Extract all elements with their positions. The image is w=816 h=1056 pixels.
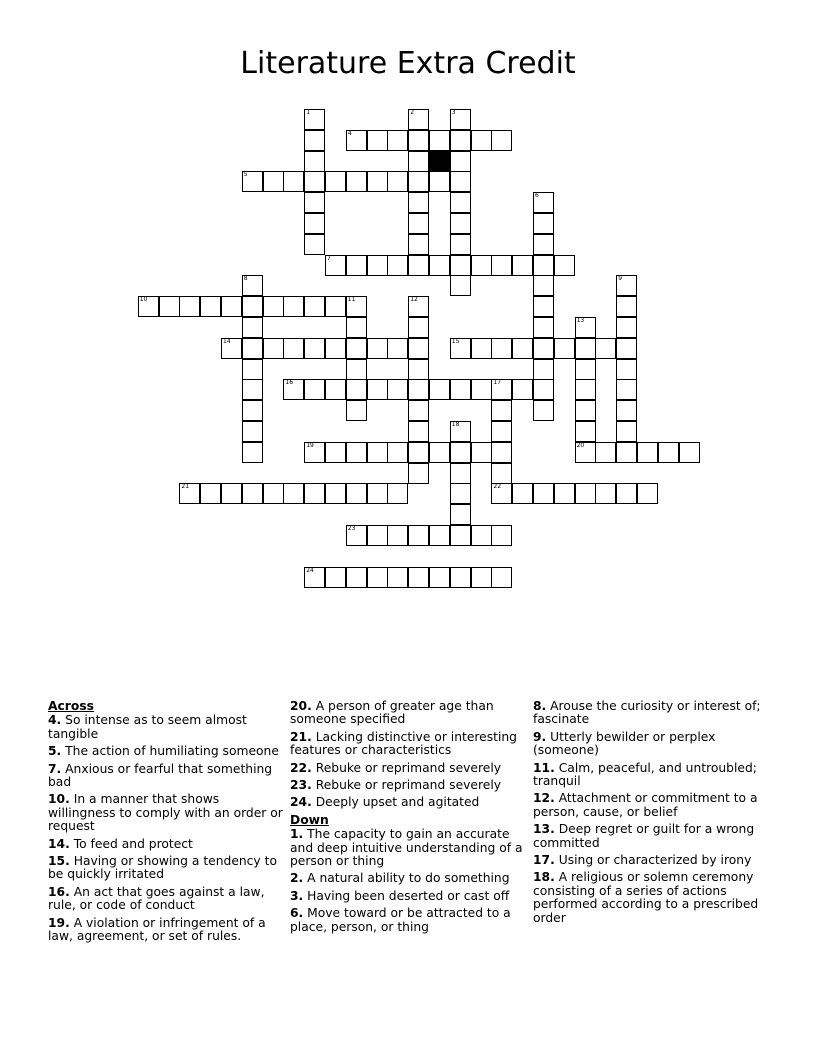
- clue-item-text: To feed and protect: [69, 836, 193, 851]
- clue-item-number: 8.: [533, 699, 547, 713]
- grid-cell[interactable]: [450, 504, 471, 525]
- clue-item-text: An act that goes against a law, rule, or code of conduct: [48, 884, 265, 913]
- grid-cell[interactable]: [491, 463, 512, 484]
- clue-item-text: Using or characterized by irony: [554, 853, 752, 868]
- clue-item-text: Having been deserted or cast off: [303, 888, 510, 903]
- grid-cell[interactable]: [679, 442, 700, 463]
- clue-item-text: In a manner that shows willingness to comply with an order or request: [48, 792, 283, 834]
- grid-cell[interactable]: [616, 421, 637, 442]
- grid-cell[interactable]: [304, 109, 325, 130]
- clue-number: 23: [347, 525, 356, 532]
- grid-cell[interactable]: [387, 130, 408, 151]
- grid-cell[interactable]: [450, 275, 471, 296]
- grid-cell[interactable]: [408, 296, 429, 317]
- grid-cell[interactable]: [346, 400, 367, 421]
- grid-cell[interactable]: [304, 192, 325, 213]
- grid-cell[interactable]: [200, 296, 221, 317]
- grid-cell[interactable]: [179, 296, 200, 317]
- grid-cell[interactable]: [512, 338, 533, 359]
- grid-cell[interactable]: [471, 130, 492, 151]
- grid-cell[interactable]: [346, 171, 367, 192]
- clue-item-text: A person of greater age than someone specified: [290, 699, 494, 727]
- grid-cell[interactable]: [533, 275, 554, 296]
- clue-item-number: 21.: [290, 729, 312, 744]
- grid-cell[interactable]: [304, 338, 325, 359]
- grid-cell[interactable]: [575, 400, 596, 421]
- grid-cell[interactable]: [533, 255, 554, 276]
- grid-cell[interactable]: [575, 442, 596, 463]
- grid-cell[interactable]: [304, 171, 325, 192]
- grid-cell[interactable]: [491, 400, 512, 421]
- clue-item-number: 13.: [533, 822, 555, 837]
- grid-cell[interactable]: [595, 338, 616, 359]
- grid-cell[interactable]: [346, 255, 367, 276]
- grid-cell[interactable]: [429, 442, 450, 463]
- grid-cell[interactable]: [533, 296, 554, 317]
- grid-cell[interactable]: [491, 567, 512, 588]
- clue-item: [533, 700, 769, 727]
- grid-cell[interactable]: [283, 483, 304, 504]
- grid-cell[interactable]: [408, 442, 429, 463]
- clue-item-text: A violation or infringement of a law, agreement, or set of rules.: [48, 915, 266, 944]
- clue-number: 6: [535, 192, 539, 200]
- clue-item-text: Deeply upset and agitated: [311, 795, 480, 810]
- clue-item-number: 9.: [533, 729, 547, 744]
- grid-cell[interactable]: [471, 338, 492, 359]
- grid-cell[interactable]: [221, 296, 242, 317]
- grid-cell[interactable]: [595, 483, 616, 504]
- clue-item-number: 10.: [48, 792, 70, 807]
- grid-cell[interactable]: [367, 255, 388, 276]
- grid-cell[interactable]: [491, 525, 512, 546]
- grid-cell[interactable]: [346, 525, 367, 546]
- clue-number: 7: [327, 254, 331, 262]
- clue-item: [290, 890, 526, 903]
- clue-item-text: A natural ability to do something: [303, 871, 510, 886]
- grid-cell[interactable]: [367, 442, 388, 463]
- clue-item: [290, 762, 526, 775]
- clue-item: [533, 871, 769, 925]
- clue-item-number: 23.: [290, 778, 312, 793]
- grid-cell[interactable]: [616, 317, 637, 338]
- grid-cell[interactable]: [325, 171, 346, 192]
- grid-cell[interactable]: [200, 483, 221, 504]
- clue-item: [48, 793, 284, 833]
- grid-cell[interactable]: [533, 359, 554, 380]
- grid-cell[interactable]: [346, 379, 367, 400]
- grid-cell[interactable]: [242, 421, 263, 442]
- grid-cell[interactable]: [450, 234, 471, 255]
- clue-number: 22: [493, 483, 502, 491]
- grid-cell[interactable]: [616, 275, 637, 296]
- clue-item-text: The action of humiliating someone: [61, 744, 279, 759]
- clue-item-text: So intense as to seem almost tangible: [48, 713, 247, 741]
- clue-number: 18: [451, 421, 460, 428]
- grid-cell[interactable]: [408, 379, 429, 400]
- clue-number: 15: [451, 337, 460, 345]
- clue-item-number: 20.: [290, 699, 312, 713]
- grid-cell[interactable]: [367, 525, 388, 546]
- grid-cell[interactable]: [408, 192, 429, 213]
- grid-cell[interactable]: [387, 255, 408, 276]
- clue-item-text: Utterly bewilder or perplex (someone): [533, 729, 716, 758]
- clue-item-text: Having or showing a tendency to be quickly irritated: [48, 854, 277, 882]
- grid-cell[interactable]: [575, 338, 596, 359]
- clue-number: 20: [576, 441, 585, 449]
- clue-item: [533, 854, 769, 867]
- grid-cell[interactable]: [283, 296, 304, 317]
- grid-cell[interactable]: [491, 338, 512, 359]
- grid-cell[interactable]: [283, 379, 304, 400]
- clue-number: 10: [139, 296, 148, 304]
- grid-cell[interactable]: [408, 234, 429, 255]
- grid-cell[interactable]: [325, 442, 346, 463]
- grid-cell[interactable]: [450, 567, 471, 588]
- clue-number: 24: [306, 566, 314, 574]
- grid-cell[interactable]: [242, 483, 263, 504]
- grid-cell[interactable]: [346, 359, 367, 380]
- clue-number: 2: [410, 109, 415, 116]
- clue-number: 14: [223, 337, 231, 345]
- grid-cell[interactable]: [491, 379, 512, 400]
- clue-item-number: 19.: [48, 915, 70, 930]
- clue-item-number: 7.: [48, 761, 62, 776]
- clue-number: 3: [451, 109, 456, 116]
- grid-cell[interactable]: [325, 296, 346, 317]
- clue-item-number: 3.: [290, 888, 304, 903]
- clue-item-text: Anxious or fearful that something bad: [48, 761, 273, 790]
- grid-cell[interactable]: [575, 379, 596, 400]
- grid-cell[interactable]: [242, 296, 263, 317]
- grid-cell[interactable]: [346, 296, 367, 317]
- grid-cell[interactable]: [408, 109, 429, 130]
- grid-cell[interactable]: [387, 525, 408, 546]
- grid-cell[interactable]: [367, 130, 388, 151]
- grid-cell[interactable]: [533, 317, 554, 338]
- grid-cell[interactable]: [450, 255, 471, 276]
- grid-cell[interactable]: [283, 171, 304, 192]
- across-header: Across: [48, 699, 94, 713]
- grid-cell[interactable]: [616, 359, 637, 380]
- clue-item: [533, 792, 769, 819]
- grid-cell[interactable]: [367, 338, 388, 359]
- grid-cell[interactable]: [263, 483, 284, 504]
- clue-item: [290, 828, 526, 868]
- grid-cell[interactable]: [450, 130, 471, 151]
- grid-cell[interactable]: [263, 296, 284, 317]
- down-header: Down: [290, 812, 329, 827]
- grid-cell[interactable]: [450, 171, 471, 192]
- clue-item-text: Rebuke or reprimand severely: [311, 778, 502, 793]
- clue-column-3: [533, 700, 769, 929]
- grid-cell[interactable]: [346, 130, 367, 151]
- clue-item-text: Lacking distinctive or interesting features or characteristics: [290, 729, 517, 758]
- clue-item-number: 4.: [48, 713, 62, 728]
- grid-cell[interactable]: [450, 525, 471, 546]
- grid-cell[interactable]: [616, 400, 637, 421]
- grid-cell[interactable]: [450, 213, 471, 234]
- grid-cell[interactable]: [346, 317, 367, 338]
- clue-item-text: Attachment or commitment to a person, cause, or belief: [533, 791, 758, 819]
- grid-cell[interactable]: [367, 171, 388, 192]
- grid-cell[interactable]: [221, 483, 242, 504]
- clue-item-number: 24.: [290, 795, 312, 810]
- grid-cell[interactable]: [595, 442, 616, 463]
- grid-cell[interactable]: [512, 379, 533, 400]
- grid-cell[interactable]: [637, 442, 658, 463]
- grid-cell[interactable]: [242, 379, 263, 400]
- grid-cell[interactable]: [491, 255, 512, 276]
- clue-item-number: 22.: [290, 760, 312, 775]
- clue-item-text: Calm, peaceful, and untroubled; tranquil: [533, 760, 757, 789]
- clue-item: [533, 731, 769, 758]
- grid-cell[interactable]: [179, 483, 200, 504]
- clue-item: [533, 823, 769, 850]
- grid-cell[interactable]: [533, 400, 554, 421]
- grid-cell[interactable]: [367, 379, 388, 400]
- grid-cell[interactable]: [554, 483, 575, 504]
- grid-cell[interactable]: [408, 525, 429, 546]
- grid-cell[interactable]: [387, 483, 408, 504]
- clue-item-text: The capacity to gain an accurate and deep intuitive understanding of a person or thing: [290, 827, 523, 869]
- grid-cell[interactable]: [616, 296, 637, 317]
- grid-cell[interactable]: [304, 483, 325, 504]
- grid-cell[interactable]: [325, 338, 346, 359]
- grid-cell[interactable]: [221, 338, 242, 359]
- clue-item-number: 5.: [48, 744, 62, 759]
- grid-cell[interactable]: [533, 192, 554, 213]
- grid-cell[interactable]: [325, 379, 346, 400]
- grid-cell[interactable]: [408, 359, 429, 380]
- clue-item-number: 17.: [533, 853, 555, 868]
- grid-cell[interactable]: [554, 338, 575, 359]
- grid-cell[interactable]: [450, 338, 471, 359]
- clue-item: [290, 872, 526, 885]
- grid-cell[interactable]: [616, 483, 637, 504]
- grid-cell[interactable]: [533, 379, 554, 400]
- grid-cell[interactable]: [491, 483, 512, 504]
- grid-cell[interactable]: [242, 359, 263, 380]
- grid-cell[interactable]: [491, 130, 512, 151]
- grid-cell[interactable]: [512, 483, 533, 504]
- clue-item: [48, 855, 284, 882]
- clue-item: [48, 714, 284, 741]
- grid-cell[interactable]: [450, 109, 471, 130]
- grid-cell[interactable]: [637, 483, 658, 504]
- grid-cell[interactable]: [471, 567, 492, 588]
- grid-cell[interactable]: [471, 255, 492, 276]
- clue-item: [48, 838, 284, 851]
- clue-item-number: 6.: [290, 906, 304, 921]
- grid-cell[interactable]: [408, 421, 429, 442]
- clue-item-text: Rebuke or reprimand severely: [311, 760, 502, 775]
- grid-cell[interactable]: [408, 400, 429, 421]
- grid-cell[interactable]: [346, 442, 367, 463]
- clue-item-number: 2.: [290, 871, 304, 886]
- clue-item-number: 16.: [48, 884, 70, 899]
- grid-cell[interactable]: [408, 213, 429, 234]
- grid-cell[interactable]: [346, 338, 367, 359]
- clue-item-number: 18.: [533, 870, 555, 885]
- grid-cell[interactable]: [367, 567, 388, 588]
- grid-cell[interactable]: [512, 255, 533, 276]
- blocked-cell: [429, 151, 450, 172]
- grid-cell[interactable]: [408, 171, 429, 192]
- grid-cell[interactable]: [429, 130, 450, 151]
- grid-cell[interactable]: [304, 130, 325, 151]
- clue-item: [48, 745, 284, 758]
- clue-item-number: 12.: [533, 791, 555, 806]
- grid-cell[interactable]: [471, 525, 492, 546]
- grid-cell[interactable]: [616, 379, 637, 400]
- grid-cell[interactable]: [450, 483, 471, 504]
- grid-cell[interactable]: [450, 192, 471, 213]
- grid-cell[interactable]: [408, 151, 429, 172]
- grid-cell[interactable]: [408, 567, 429, 588]
- grid-cell[interactable]: [450, 151, 471, 172]
- grid-cell[interactable]: [242, 338, 263, 359]
- clue-number: 19: [306, 441, 314, 449]
- grid-cell[interactable]: [242, 275, 263, 296]
- grid-cell[interactable]: [242, 317, 263, 338]
- grid-cell[interactable]: [616, 338, 637, 359]
- clue-number: 5: [243, 171, 248, 179]
- clue-item-text: Deep regret or guilt for a wrong committed: [533, 822, 755, 850]
- clue-number: 12: [410, 296, 418, 304]
- grid-cell[interactable]: [429, 525, 450, 546]
- grid-cell[interactable]: [304, 296, 325, 317]
- grid-cell[interactable]: [491, 421, 512, 442]
- grid-cell[interactable]: [533, 483, 554, 504]
- clue-item: [290, 796, 526, 809]
- clue-item-number: 15.: [48, 854, 70, 869]
- grid-cell[interactable]: [408, 130, 429, 151]
- clue-column-2: [290, 700, 526, 938]
- grid-cell[interactable]: [429, 171, 450, 192]
- grid-cell[interactable]: [471, 442, 492, 463]
- clue-item-text: Arouse the curiosity or interest of; fascinate: [533, 699, 761, 727]
- grid-cell[interactable]: [533, 234, 554, 255]
- grid-cell[interactable]: [408, 255, 429, 276]
- clue-number: 11: [347, 296, 356, 304]
- clue-item: [290, 907, 526, 934]
- grid-cell[interactable]: [450, 379, 471, 400]
- clue-item-number: 11.: [533, 760, 555, 775]
- clue-item-number: 14.: [48, 836, 70, 851]
- clue-number: 21: [181, 483, 190, 491]
- clue-number: 16: [285, 379, 294, 387]
- grid-cell[interactable]: [387, 171, 408, 192]
- page-title: Literature Extra Credit: [240, 46, 576, 81]
- grid-cell[interactable]: [533, 213, 554, 234]
- grid-cell[interactable]: [429, 567, 450, 588]
- clue-item: [48, 886, 284, 913]
- grid-cell[interactable]: [533, 338, 554, 359]
- grid-cell[interactable]: [242, 400, 263, 421]
- grid-cell[interactable]: [346, 567, 367, 588]
- grid-cell[interactable]: [159, 296, 180, 317]
- grid-cell[interactable]: [450, 463, 471, 484]
- grid-cell[interactable]: [575, 421, 596, 442]
- grid-cell[interactable]: [471, 379, 492, 400]
- grid-cell[interactable]: [304, 567, 325, 588]
- grid-cell[interactable]: [263, 171, 284, 192]
- grid-cell[interactable]: [658, 442, 679, 463]
- grid-cell[interactable]: [491, 442, 512, 463]
- clue-item: [533, 762, 769, 789]
- grid-cell[interactable]: [304, 442, 325, 463]
- clue-number: 17: [493, 379, 502, 387]
- grid-cell[interactable]: [575, 317, 596, 338]
- clue-item: [48, 763, 284, 790]
- grid-cell[interactable]: [263, 338, 284, 359]
- clue-item: [48, 917, 284, 944]
- grid-cell[interactable]: [575, 359, 596, 380]
- grid-cell[interactable]: [325, 567, 346, 588]
- grid-cell[interactable]: [387, 379, 408, 400]
- grid-cell[interactable]: [346, 483, 367, 504]
- clue-number: 4: [347, 129, 352, 137]
- grid-cell[interactable]: [242, 171, 263, 192]
- grid-cell[interactable]: [616, 442, 637, 463]
- clue-item: [290, 731, 526, 758]
- grid-cell[interactable]: [304, 234, 325, 255]
- clue-number: 9: [618, 275, 623, 283]
- grid-cell[interactable]: [408, 317, 429, 338]
- grid-cell[interactable]: [408, 338, 429, 359]
- grid-cell[interactable]: [367, 483, 388, 504]
- grid-cell[interactable]: [304, 151, 325, 172]
- grid-cell[interactable]: [554, 255, 575, 276]
- clue-item: [290, 779, 526, 792]
- grid-cell[interactable]: [387, 567, 408, 588]
- clue-number: 1: [306, 109, 311, 116]
- clue-number: 8: [243, 275, 248, 283]
- clue-item-text: A religious or solemn ceremony consisting of a series of actions performed according to a prescribed order: [533, 870, 759, 925]
- clue-item-text: Move toward or be attracted to a place, person, or thing: [290, 906, 511, 934]
- grid-cell[interactable]: [304, 379, 325, 400]
- grid-cell[interactable]: [450, 421, 471, 442]
- grid-cell[interactable]: [283, 338, 304, 359]
- clue-number: 13: [576, 317, 585, 324]
- grid-cell[interactable]: [408, 463, 429, 484]
- grid-cell[interactable]: [242, 442, 263, 463]
- grid-cell[interactable]: [429, 379, 450, 400]
- grid-cell[interactable]: [138, 296, 159, 317]
- grid-cell[interactable]: [387, 442, 408, 463]
- grid-cell[interactable]: [575, 483, 596, 504]
- clue-column-1: [48, 700, 284, 948]
- clue-item: [290, 700, 526, 727]
- grid-cell[interactable]: [325, 255, 346, 276]
- grid-cell[interactable]: [450, 442, 471, 463]
- grid-cell[interactable]: [325, 483, 346, 504]
- grid-cell[interactable]: [429, 255, 450, 276]
- grid-cell[interactable]: [387, 338, 408, 359]
- grid-cell[interactable]: [304, 213, 325, 234]
- clue-item-number: 1.: [290, 827, 304, 842]
